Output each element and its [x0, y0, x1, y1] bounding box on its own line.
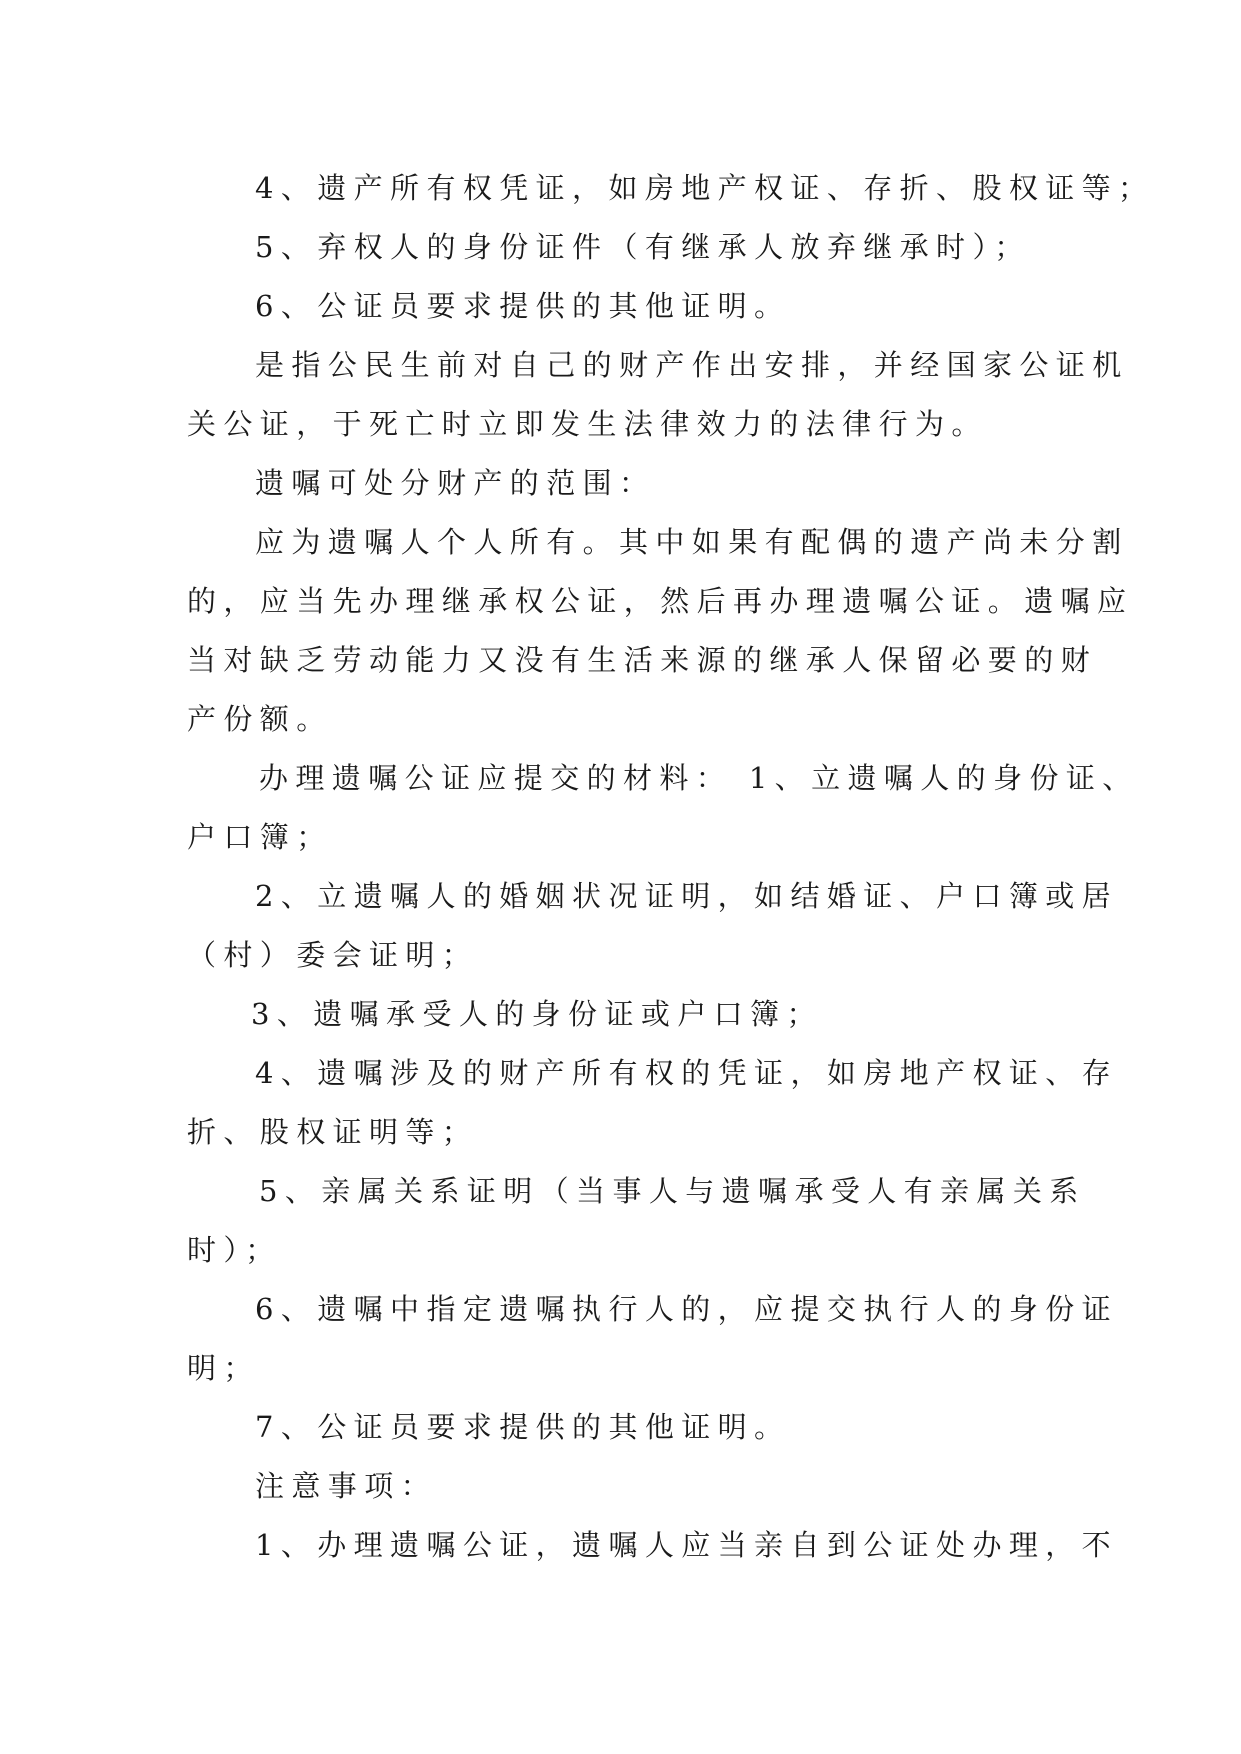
- text-line-19: 时）；: [187, 1233, 282, 1267]
- document-body: [187, 159, 1155, 1575]
- text-line-17: 折、股权证明等；: [187, 1115, 479, 1149]
- text-line-2: 5、弃权人的身份证件（有继承人放弃继承时）；: [255, 230, 1031, 264]
- text-line-23: 注意事项：: [255, 1469, 438, 1503]
- text-line-21: 明；: [187, 1351, 260, 1385]
- text-line-4: 是指公民生前对自己的财产作出安排，并经国家公证机: [255, 348, 1129, 382]
- text-line-10: 产份额。: [187, 702, 333, 736]
- text-line-12: 户口簿；: [187, 820, 333, 854]
- text-line-20: 6、遗嘱中指定遗嘱执行人的，应提交执行人的身份证: [255, 1292, 1119, 1326]
- text-line-5: 关公证，于死亡时立即发生法律效力的法律行为。: [187, 407, 988, 441]
- text-line-14: （村）委会证明；: [187, 938, 479, 972]
- text-line-8: 的，应当先办理继承权公证，然后再办理遗嘱公证。遗嘱应: [187, 584, 1134, 618]
- text-line-16: 4、遗嘱涉及的财产所有权的凭证，如房地产权证、存: [255, 1056, 1119, 1090]
- text-line-7: 应为遗嘱人个人所有。其中如果有配偶的遗产尚未分割: [255, 525, 1129, 559]
- text-line-15: 3、遗嘱承受人的身份证或户口簿；: [251, 997, 823, 1031]
- text-line-24: 1、办理遗嘱公证，遗嘱人应当亲自到公证处办理，不: [255, 1528, 1119, 1562]
- text-line-6: 遗嘱可处分财产的范围：: [255, 466, 656, 500]
- text-line-11: 办理遗嘱公证应提交的材料： 1、立遗嘱人的身份证、: [259, 761, 1139, 795]
- text-line-1: 4、遗产所有权凭证，如房地产权证、存折、股权证等；: [255, 171, 1155, 205]
- text-line-3: 6、公证员要求提供的其他证明。: [255, 289, 791, 323]
- text-line-18: 5、亲属关系证明（当事人与遗嘱承受人有亲属关系: [259, 1174, 1086, 1208]
- text-line-22: 7、公证员要求提供的其他证明。: [255, 1410, 791, 1444]
- text-line-13: 2、立遗嘱人的婚姻状况证明，如结婚证、户口簿或居: [255, 879, 1119, 913]
- text-line-9: 当对缺乏劳动能力又没有生活来源的继承人保留必要的财: [187, 643, 1098, 677]
